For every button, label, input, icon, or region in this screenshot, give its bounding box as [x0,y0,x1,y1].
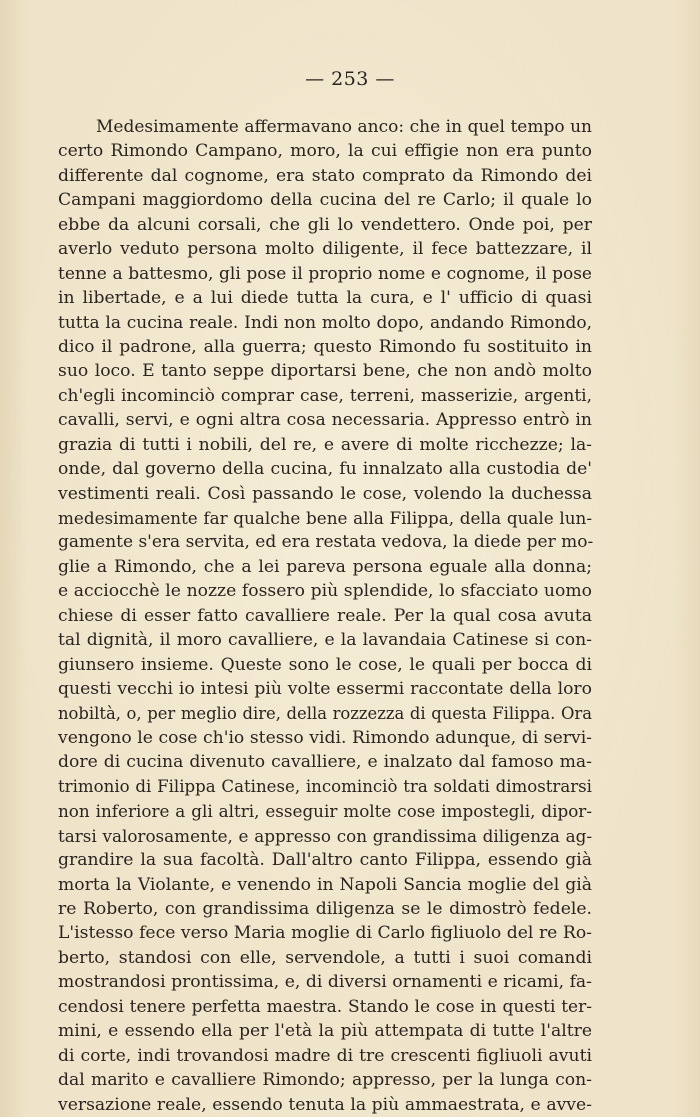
text-line: berto, standosi con elle, servendole, a tutti i suoi comandi [58,947,592,968]
text-line: certo Rimondo Campano, moro, la cui effigie non era punto [58,141,592,162]
text-line: tal dignità, il moro cavalliere, e la lavandaia Catinese si con- [58,630,592,651]
text-line: mostrandosi prontissima, e, di diversi ornamenti e ricami, fa- [58,972,592,993]
text-line: suo loco. E tanto seppe diportarsi bene, che non andò molto [58,361,592,382]
text-line: cavalli, servi, e ogni altra cosa necessaria. Appresso entrò in [58,410,592,431]
text-line: mini, e essendo ella per l'età la più attempata di tutte l'altre [58,1021,592,1042]
text-line: ebbe da alcuni corsali, che gli lo vendettero. Onde poi, per [58,214,592,235]
text-line: Campani maggiordomo della cucina del re Carlo; il quale lo [58,190,592,211]
text-line: cendosi tenere perfetta maestra. Stando le cose in questi ter- [58,996,592,1017]
body-text [58,115,592,1117]
text-line: nobiltà, o, per meglio dire, della rozzezza di questa Filippa. Ora [58,703,592,723]
text-line: e acciocchè le nozze fossero più splendide, lo sfacciato uomo [58,581,592,602]
page-number: — 253 — [305,68,395,90]
text-line: averlo veduto persona molto diligente, il fece battezzare, il [58,239,592,260]
text-line: differente dal cognome, era stato comprato da Rimondo dei [58,165,592,186]
text-line: vestimenti reali. Così passando le cose, volendo la duchessa [58,483,592,504]
text-line: glie a Rimondo, che a lei pareva persona eguale alla donna; [58,556,592,577]
text-line: vengono le cose ch'io stesso vidi. Rimondo adunque, di servi- [58,727,592,748]
text-line: di corte, indi trovandosi madre di tre crescenti figliuoli avuti [58,1045,592,1066]
text-line: onde, dal governo della cucina, fu innalzato alla custodia de' [58,459,592,480]
text-line: L'istesso fece verso Maria moglie di Carlo figliuolo del re Ro- [58,923,592,944]
text-line: versazione reale, essendo tenuta la più ammaestrata, e avve- [58,1094,592,1115]
text-line: grandire la sua facoltà. Dall'altro canto Filippa, essendo già [58,850,592,871]
text-line: tutta la cucina reale. Indi non molto dopo, andando Rimondo, [58,312,592,333]
text-line: tarsi valorosamente, e appresso con grandissima diligenza ag- [58,825,592,846]
text-line: in libertade, e a lui diede tutta la cura, e l' ufficio di quasi [58,288,592,309]
text-line: gamente s'era servita, ed era restata vedova, la diede per mo- [58,532,594,553]
text-line: trimonio di Filippa Catinese, incominciò tra soldati dimostrarsi [58,776,592,796]
text-line: questi vecchi io intesi più volte essermi raccontate della loro [58,679,592,700]
text-line: chiese di esser fatto cavalliere reale. Per la qual cosa avuta [58,605,592,626]
text-line: morta la Violante, e venendo in Napoli Sancia moglie del già [58,874,592,895]
text-line: giunsero insieme. Queste sono le cose, le quali per bocca di [58,654,592,675]
text-line: non inferiore a gli altri, esseguir molte cose impostegli, dipor- [58,801,592,822]
text-line: grazia di tutti i nobili, del re, e avere di molte ricchezze; la- [58,434,592,455]
text-line: dico il padrone, alla guerra; questo Rimondo fu sostituito in [58,336,592,357]
text-line: Medesimamente affermavano anco: che in quel tempo un [96,117,592,137]
text-line: dal marito e cavalliere Rimondo; appresso, per la lunga con- [58,1070,592,1091]
text-line: tenne a battesmo, gli pose il proprio nome e cognome, il pose [58,263,592,284]
text-line: dore di cucina divenuto cavalliere, e inalzato dal famoso ma- [58,752,592,773]
text-line: ch'egli incominciò comprar case, terreni, masserizie, argenti, [58,385,592,406]
text-line: re Roberto, con grandissima diligenza se le dimostrò fedele. [58,899,592,919]
text-line: medesimamente far qualche bene alla Filippa, della quale lun- [58,508,592,528]
